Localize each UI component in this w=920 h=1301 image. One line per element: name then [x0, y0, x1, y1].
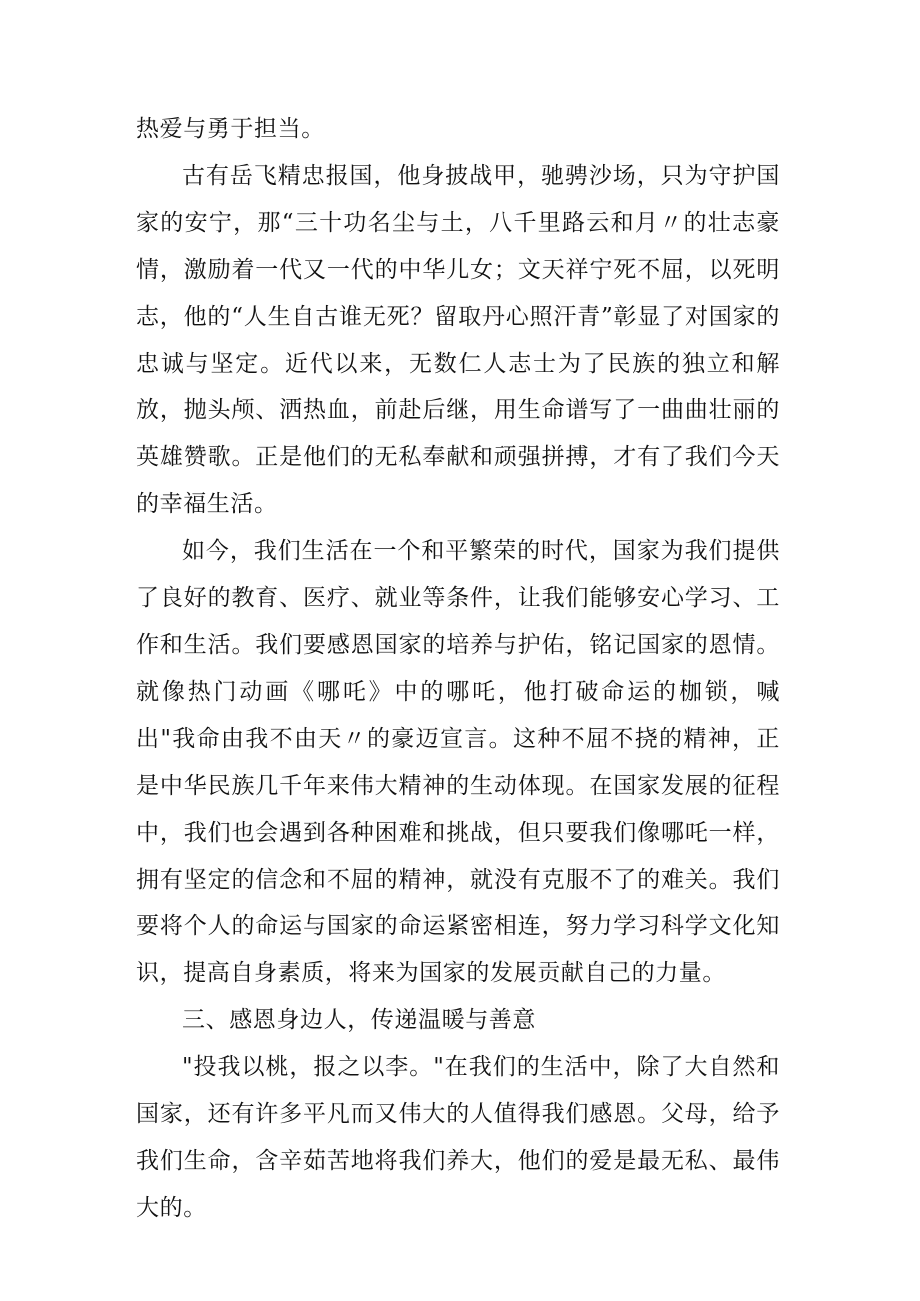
paragraph-gratitude-people: "投我以桃，报之以李。"在我们的生活中，除了大自然和国家，还有许多平凡而又伟大的人值得我们感恩。父母，给予我们生命，含辛茹苦地将我们养大，他们的爱是最无私、最伟大的。: [136, 1054, 780, 1221]
paragraph-continuation: 热爱与勇于担当。: [136, 116, 325, 142]
section-heading-3: 三、感恩身边人，传递温暖与善意: [182, 1007, 536, 1034]
document-page: [136, 106, 780, 1232]
paragraph-yuefei-wentianxiang: 古有岳飞精忠报国，他身披战甲，驰骋沙场，只为守护国家的安宁，那“三十功名尘与土，八千里路云和月〃的壮志豪情，激励着一代又一代的中华儿女；文天祥宁死不屈，以死明志，他的“人生自古谁无死？留取丹心照汗青”彰显了对国家的忠诚与坚定。近代以来，无数仁人志士为了民族的独立和解放，抛头颅、洒热血，前赴后继，用生命谱写了一曲曲壮丽的英雄赞歌。正是他们的无私奉献和顽强拼搏，才有了我们今天的幸福生活。: [136, 162, 780, 518]
paragraph-nezha-country: 如今，我们生活在一个和平繁荣的时代，国家为我们提供了良好的教育、医疗、就业等条件，让我们能够安心学习、工作和生活。我们要感恩国家的培养与护佑，铭记国家的恩情。就像热门动画《哪吒》中的哪吒，他打破命运的枷锁，喊出"我命由我不由天〃的豪迈宣言。这种不屈不挠的精神，正是中华民族几千年来伟大精神的生动体现。在国家发展的征程中，我们也会遇到各种困难和挑战，但只要我们像哪吒一样，拥有坚定的信念和不屈的精神，就没有克服不了的难关。我们要将个人的命运与国家的命运紧密相连，努力学习科学文化知识，提高自身素质，将来为国家的发展贡献自己的力量。: [136, 538, 780, 987]
